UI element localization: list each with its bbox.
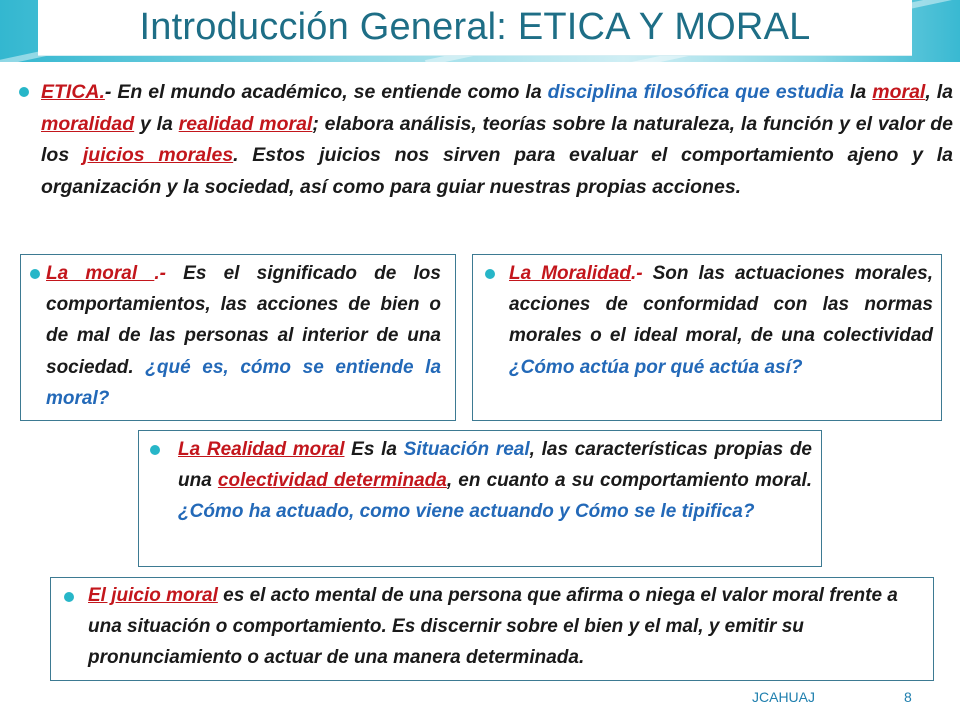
moralidad-term: La Moralidad <box>509 263 631 284</box>
realidad-question: ¿Cómo ha actuado, como viene actuando y Cómo se le tipifica? <box>178 501 755 523</box>
moralidad-definition <box>509 258 933 383</box>
bullet-icon <box>485 269 495 279</box>
box-moral <box>20 254 456 421</box>
term-moralidad: moralidad <box>41 112 135 135</box>
etica-text: - En el mundo académico, se entiende como la <box>104 81 548 103</box>
page-number: 8 <box>904 689 912 705</box>
moral-question: ¿qué es, cómo se entiende la moral? <box>46 356 442 409</box>
realidad-text: , las características propias de una <box>178 439 812 492</box>
etica-text: y la <box>134 112 179 135</box>
moralidad-question: ¿Cómo actúa por qué actúa así? <box>509 356 803 378</box>
term-juicios-morales: juicios morales <box>82 144 234 166</box>
realidad-text: Es la <box>344 439 404 460</box>
box-moralidad <box>472 254 942 421</box>
term-moral: moral <box>872 81 926 103</box>
realidad-highlight: Situación real <box>403 439 530 460</box>
bullet-icon <box>30 269 40 279</box>
bullet-icon <box>150 445 160 455</box>
term-realidad-moral: realidad moral <box>178 112 313 135</box>
moral-sep: .- <box>154 263 166 284</box>
moralidad-text: Son las actuaciones morales, acciones de conformidad con las normas morales o el ideal moral, de una colectividad <box>509 263 934 347</box>
etica-term: ETICA. <box>41 81 105 103</box>
realidad-term: La Realidad moral <box>178 439 345 460</box>
moral-term: La moral <box>46 263 155 284</box>
juicio-term: El juicio moral <box>88 585 218 606</box>
box-juicio-moral <box>50 577 934 681</box>
bullet-icon <box>64 592 74 602</box>
bullet-icon <box>19 87 29 97</box>
moral-text: Es el significado de los comportamientos, las acciones de bien o de mal de las personas al interior de una sociedad. <box>46 263 441 378</box>
page-title: Introducción General: ETICA Y MORAL <box>139 6 811 48</box>
etica-paragraph <box>41 77 953 203</box>
realidad-text: , en cuanto a su comportamiento moral. <box>446 470 812 492</box>
term-colectividad: colectividad determinada <box>217 470 447 492</box>
title-box <box>38 0 912 56</box>
juicio-text: es el acto mental de una persona que afirma o niega el valor moral frente a una situación o comportamiento. Es discernir sobre el bien y el mal, y emitir su pronunciamiento o actuar de una manera determinada. <box>88 585 898 669</box>
etica-text: , la <box>925 81 953 103</box>
etica-text: la <box>844 81 873 103</box>
etica-highlight: disciplina filosófica que estudia <box>547 81 845 103</box>
realidad-definition <box>178 434 812 528</box>
moralidad-sep: .- <box>630 263 643 284</box>
box-realidad-moral <box>138 430 822 567</box>
etica-text: . Estos juicios nos sirven para evaluar el comportamiento ajeno y la organización y la sociedad, así como para guiar nuestras propias acciones. <box>41 144 953 198</box>
footer-author: JCAHUAJ <box>752 689 816 705</box>
moral-definition <box>46 258 441 414</box>
juicio-definition <box>88 580 924 674</box>
etica-text: ; elabora análisis, teorías sobre la naturaleza, la función y el valor de los <box>41 112 953 166</box>
